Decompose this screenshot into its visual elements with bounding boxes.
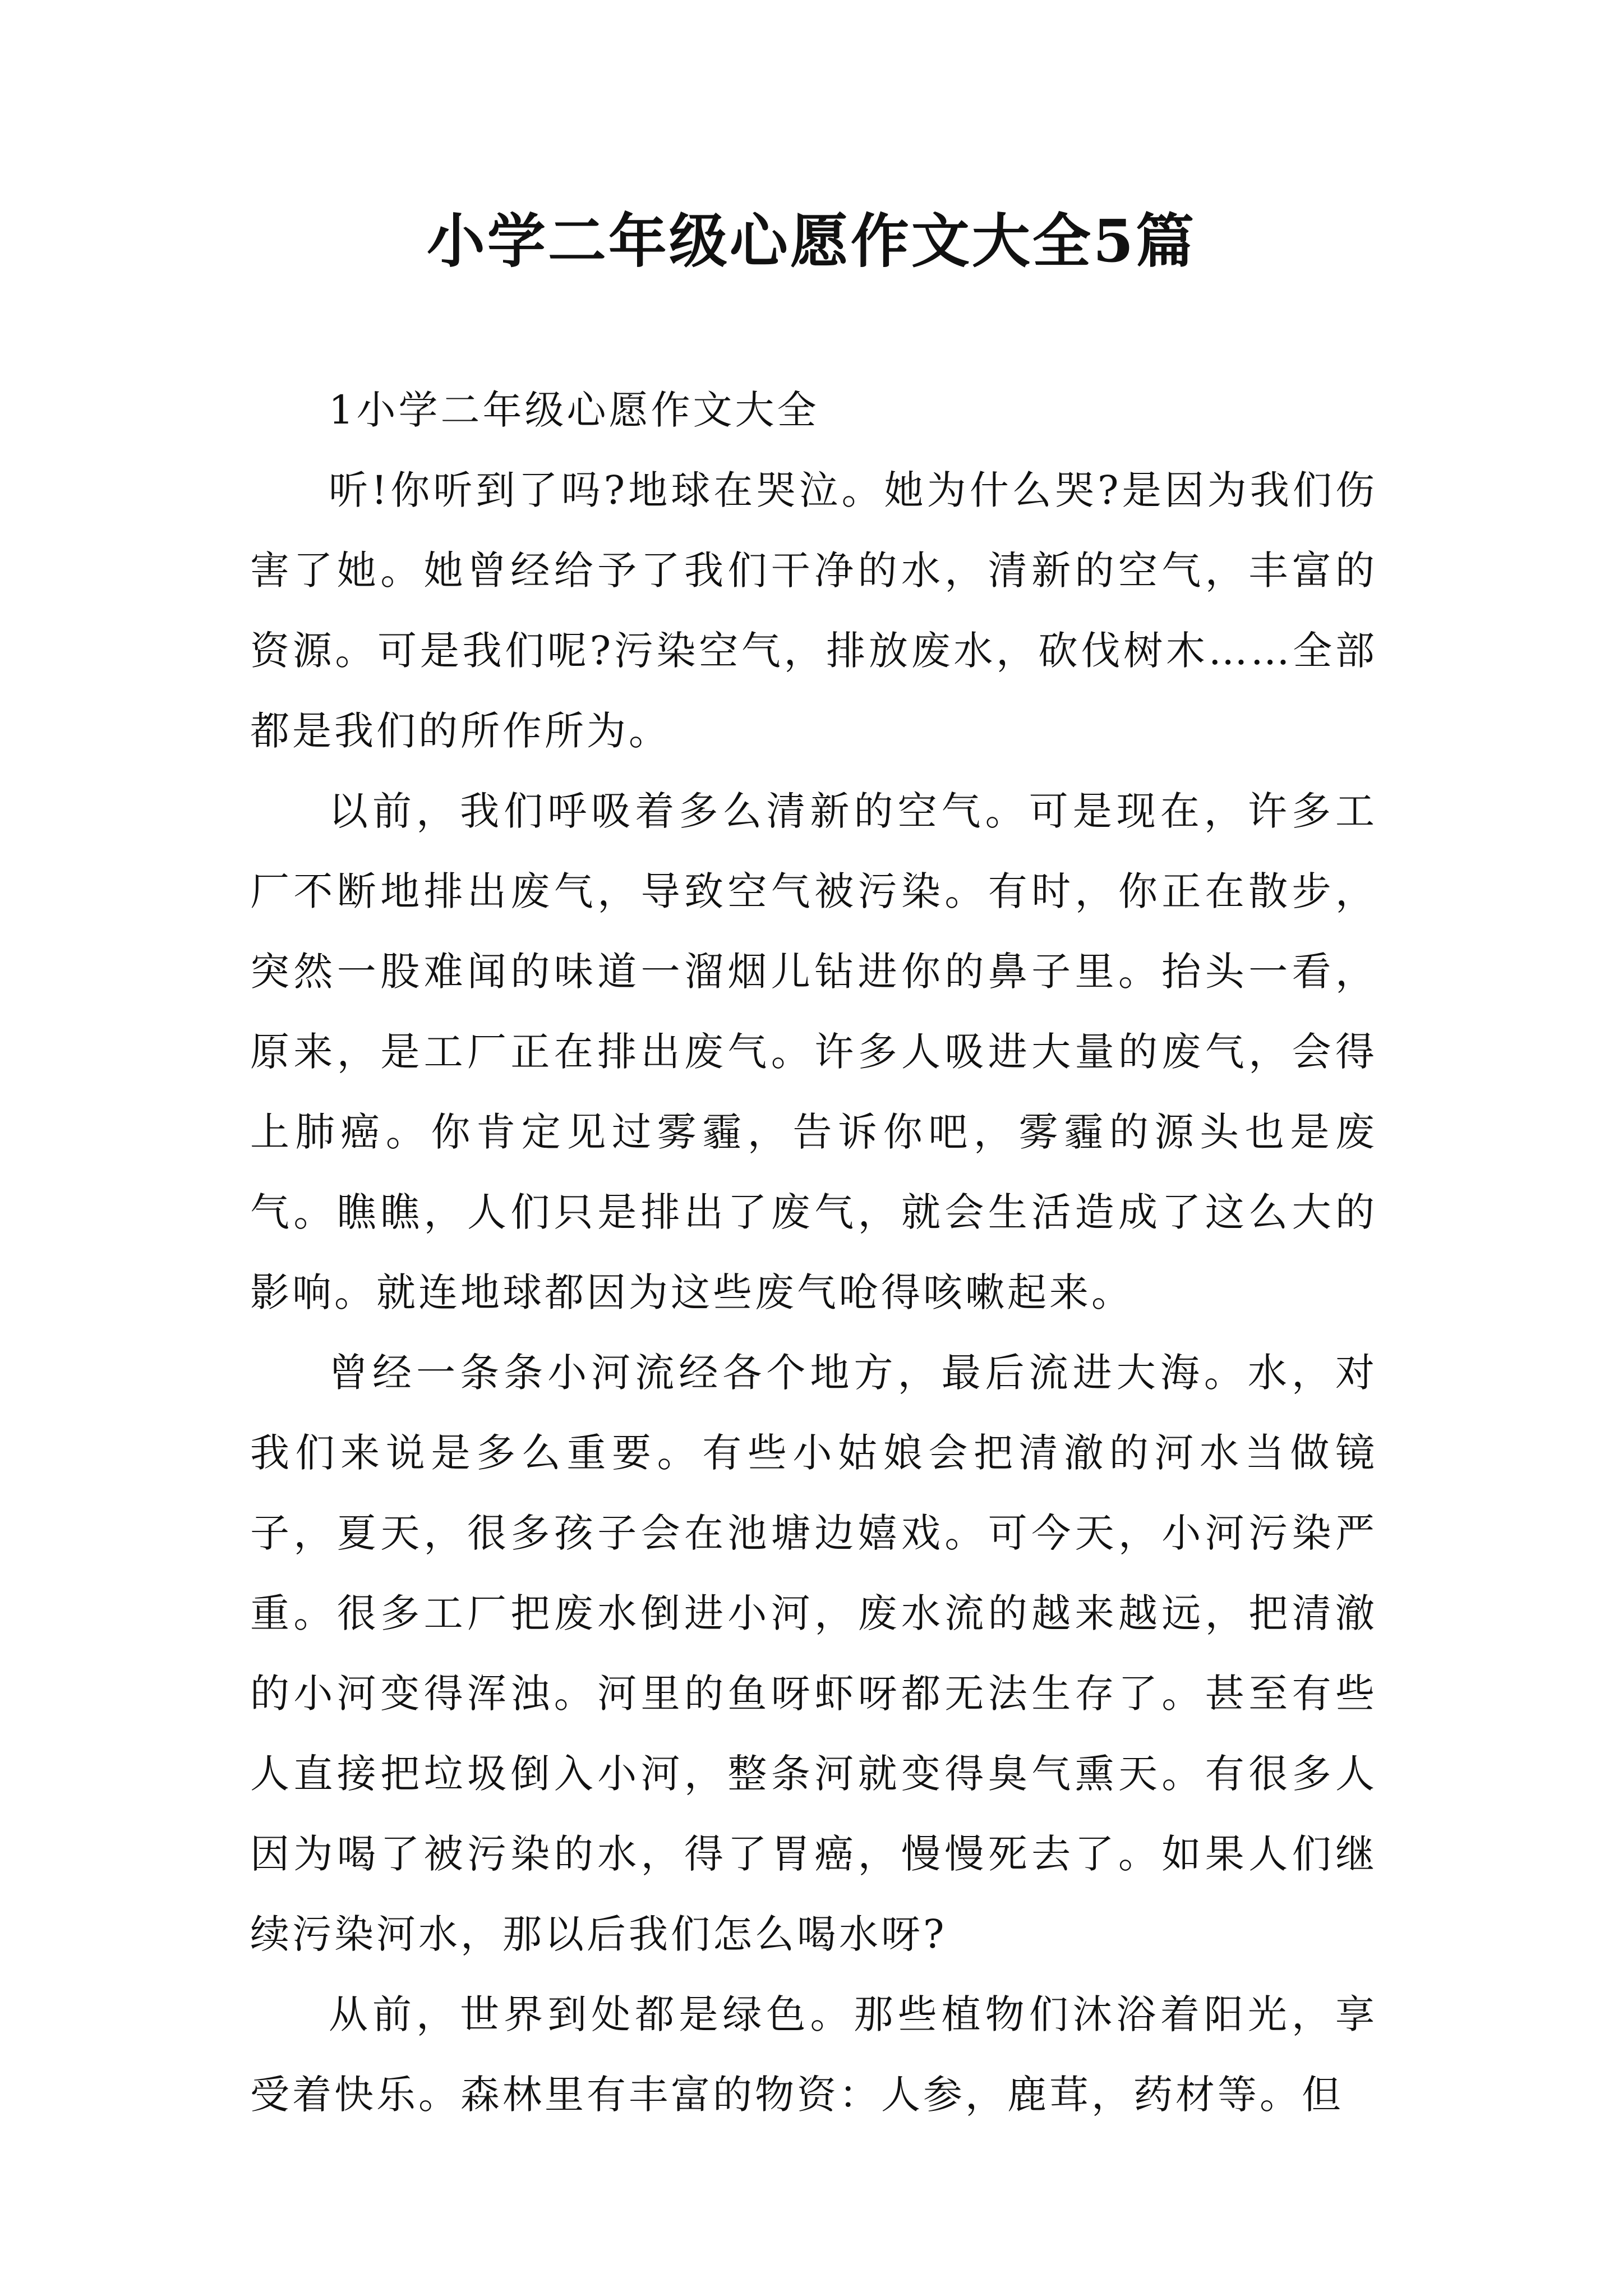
paragraph: 从前，世界到处都是绿色。那些植物们沐浴着阳光，享受着快乐。森林里有丰富的物资：人参，鹿茸，药材等。但 bbox=[250, 1991, 1377, 2118]
section-heading: 1小学二年级心愿作文大全 bbox=[329, 387, 819, 433]
paragraph: 听!你听到了吗?地球在哭泣。她为什么哭?是因为我们伤害了她。她曾经给予了我们干净的水，清新的空气，丰富的资源。可是我们呢?污染空气，排放废水，砍伐树木……全部都是我们的所作所为。 bbox=[250, 467, 1377, 754]
paragraph: 以前，我们呼吸着多么清新的空气。可是现在，许多工厂不断地排出废气，导致空气被污染。有时，你正在散步，突然一股难闻的味道一溜烟儿钻进你的鼻子里。抬头一看，原来，是工厂正在排出废气。许多人吸进大量的废气，会得上肺癌。你肯定见过雾霾，告诉你吧，雾霾的源头也是废气。瞧瞧，人们只是排出了废气，就会生活造成了这么大的影响。就连地球都因为这些废气呛得咳嗽起来。 bbox=[250, 788, 1377, 1315]
document-title: 小学二年级心愿作文大全5篇 bbox=[426, 206, 1197, 275]
document-body bbox=[250, 370, 1377, 2135]
paragraph: 曾经一条条小河流经各个地方，最后流进大海。水，对我们来说是多么重要。有些小姑娘会把清澈的河水当做镜子，夏天，很多孩子会在池塘边嬉戏。可今天，小河污染严重。很多工厂把废水倒进小河，废水流的越来越远，把清澈的小河变得浑浊。河里的鱼呀虾呀都无法生存了。甚至有些人直接把垃圾倒入小河，整条河就变得臭气熏天。有很多人因为喝了被污染的水，得了胃癌，慢慢死去了。如果人们继续污染河水，那以后我们怎么喝水呀? bbox=[250, 1350, 1377, 1957]
